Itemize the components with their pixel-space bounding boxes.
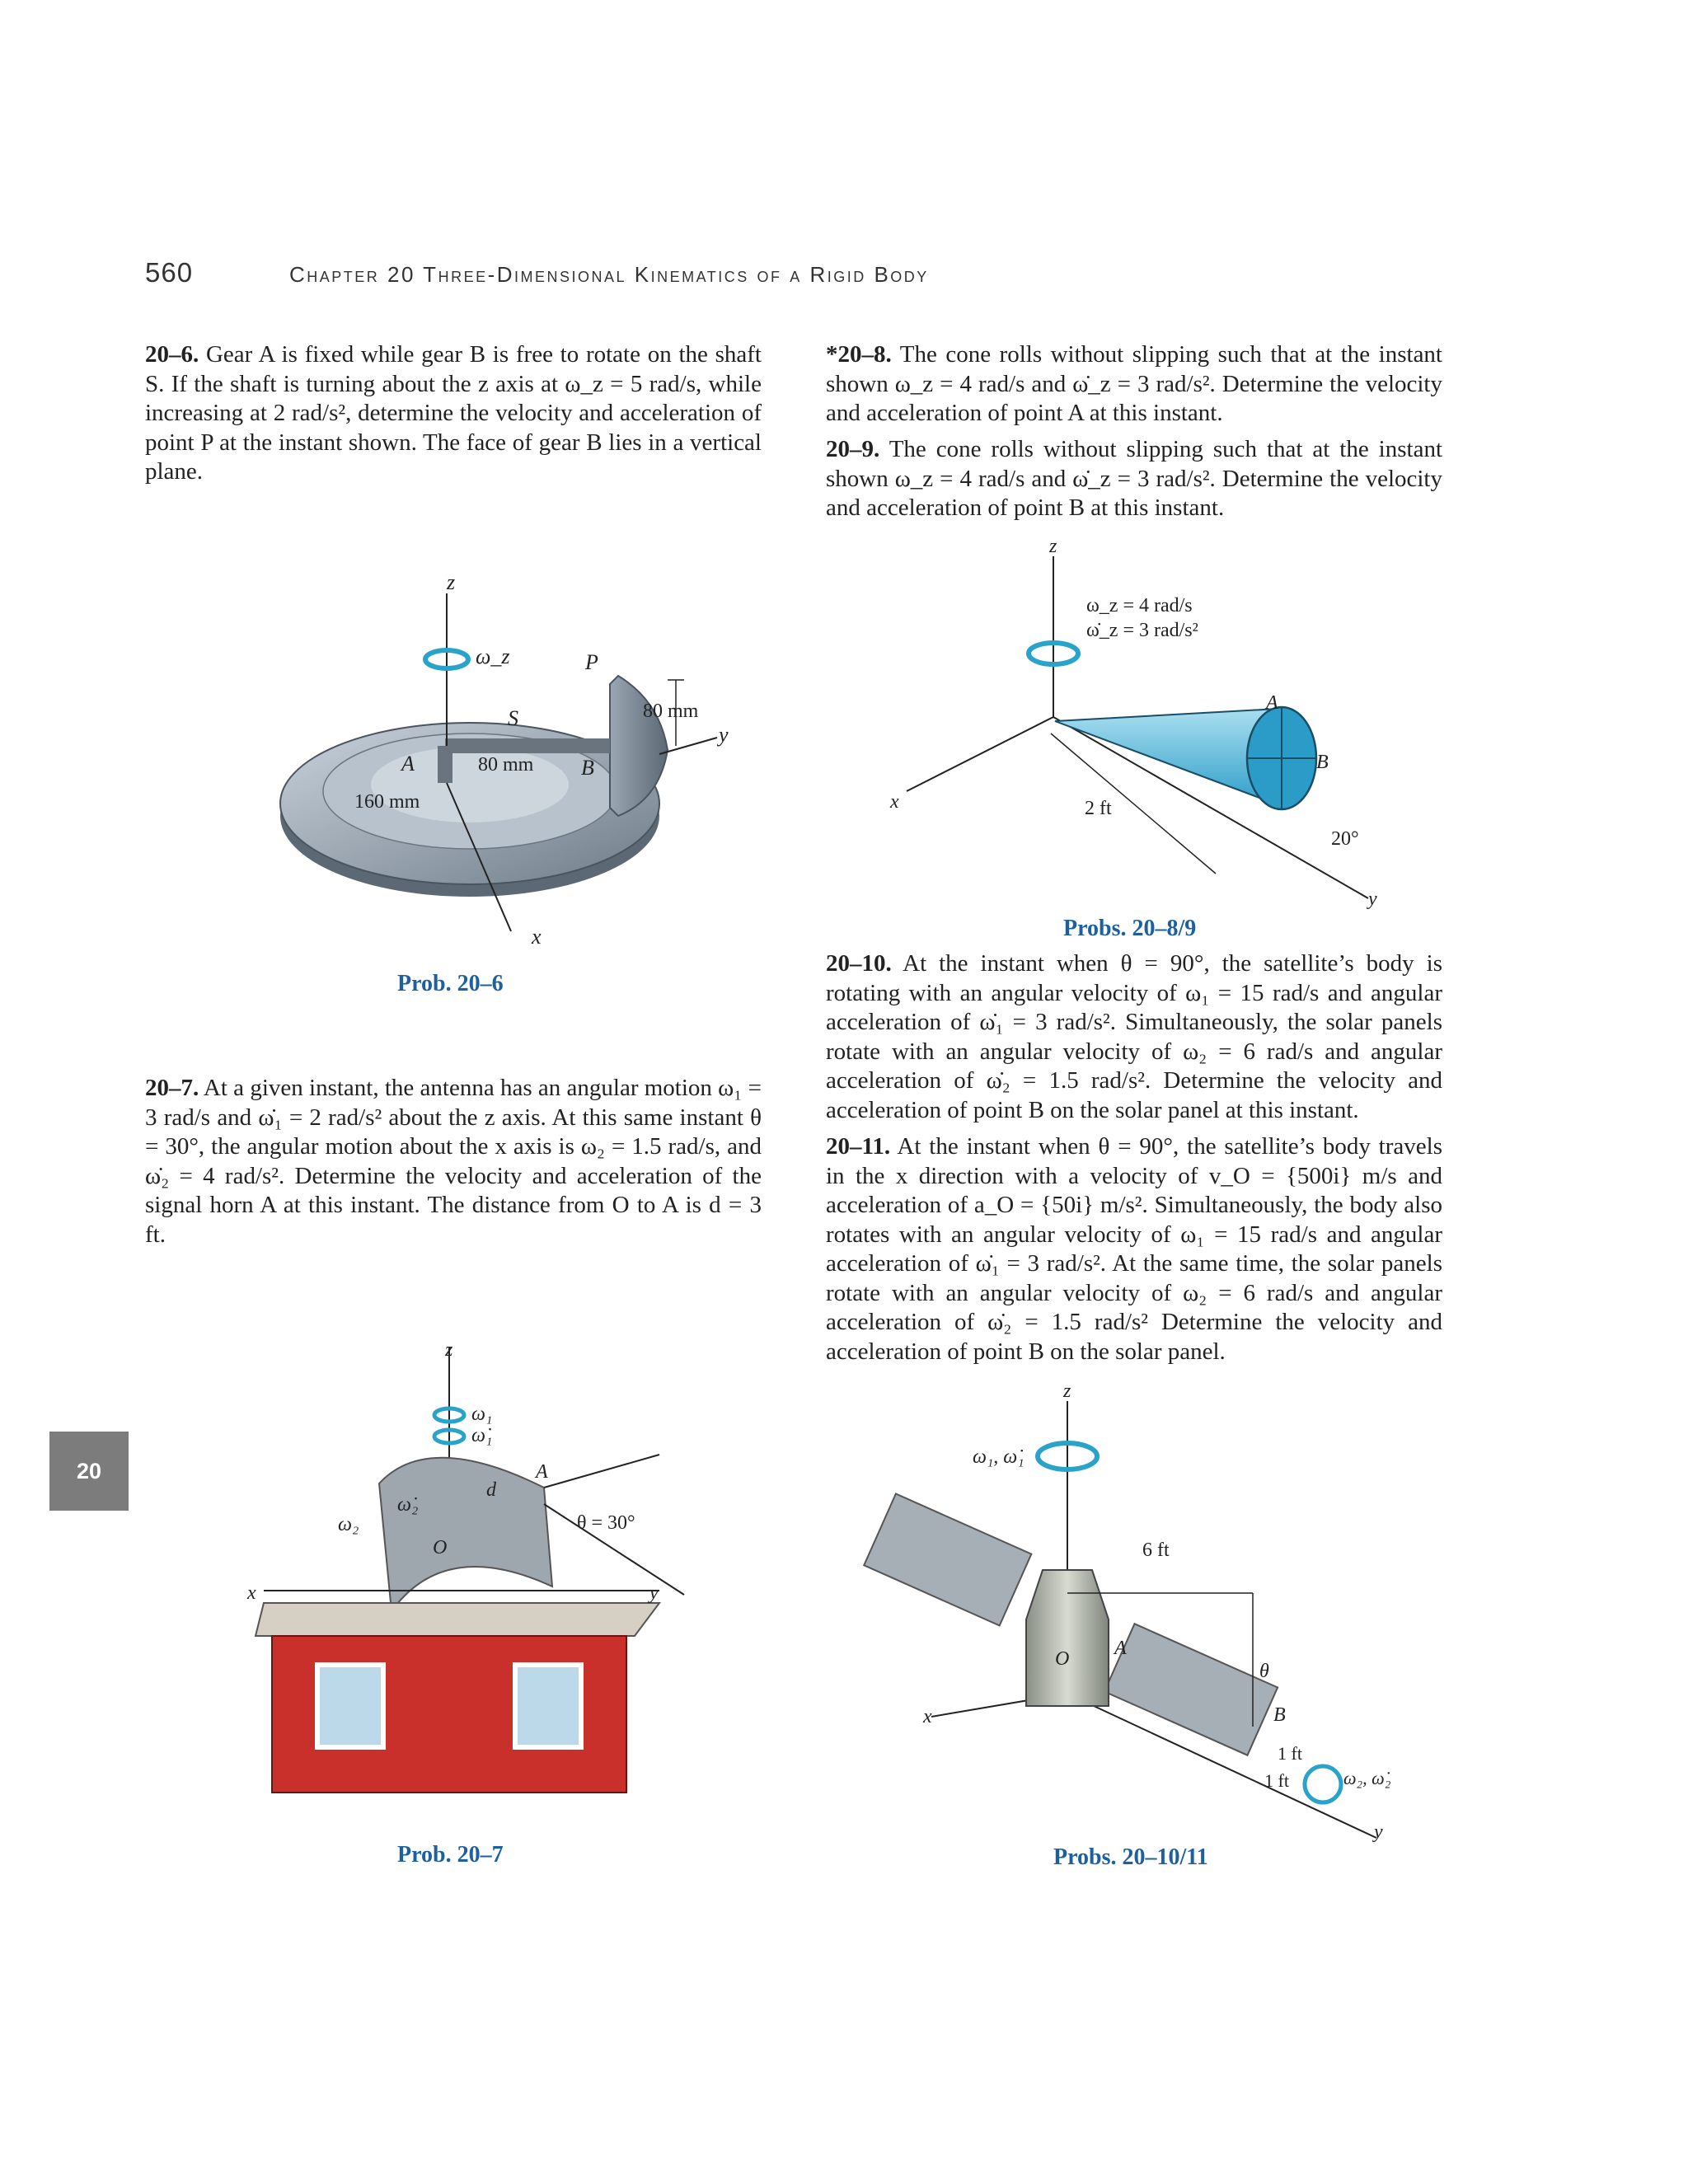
label-1ft-b: 1 ft <box>1264 1770 1289 1791</box>
dim-160: 160 mm <box>354 791 420 813</box>
solar-panel-left <box>864 1493 1031 1625</box>
window-left <box>317 1665 383 1747</box>
chapter-title: Chapter 20 Three-Dimensional Kinematics of a Rigid Body <box>289 262 929 287</box>
problem-number: 20–7. <box>145 1075 199 1101</box>
problem-20-11 <box>826 1132 1442 1366</box>
label-y: y <box>719 723 729 747</box>
label-theta: θ <box>1259 1661 1269 1682</box>
cone-figure <box>874 536 1401 915</box>
y-axis <box>659 738 717 754</box>
problem-text: The cone rolls without slipping such that at the instant shown ω_z = 4 rad/s and ω̇_z = 3 rad/s². Determine the velocity and acceleration of point A at this instant. <box>826 341 1442 426</box>
problem-number: 20–9. <box>826 436 880 462</box>
label-z: z <box>1063 1380 1071 1402</box>
problem-number: 20–6. <box>145 341 199 368</box>
dim-80-horizontal: 80 mm <box>478 754 534 776</box>
label-x: x <box>532 925 542 949</box>
roof <box>256 1603 659 1636</box>
problem-20-10 <box>826 949 1442 1125</box>
label-z: z <box>447 570 456 594</box>
problem-text: The cone rolls without slipping such that at the instant shown ω_z = 4 rad/s and ω̇_z = 3 rad/s². Determine the velocity and acceleration of point B at this instant. <box>826 436 1442 521</box>
label-omega-1: ω₁, ω̇₁ <box>973 1446 1025 1468</box>
problem-text: At the instant when θ = 90°, the satellite’s body is rotating with an angular velocity of ω₁ = 15 rad/s and angular acceleration of ω̇₁ = 3 rad/s². Simultaneously, the solar panels rotate with an angular velocity of ω₂ = 6 rad/s and angular acceleration of ω̇₂ = 1.5 rad/s². Determine the velocity and acceleration of point B on the solar panel at this instant. <box>826 950 1442 1123</box>
label-omega-dot-2: ω̇₂ <box>397 1494 419 1516</box>
problem-number: *20–8. <box>826 341 892 368</box>
label-2ft: 2 ft <box>1085 798 1112 819</box>
satellite-figure <box>857 1380 1401 1858</box>
problem-text: At the instant when θ = 90°, the satellite’s body travels in the x direction with a velocity of v_O = {500i} m/s and acceleration of a_O = {50i} m/s². Simultaneously, the body also rotates with an angular velocity of ω₁ = 15 rad/s and angular acceleration of ω̇₁ = 3 rad/s². At the same time, the solar panels rotate with an angular velocity of ω₂ = 6 rad/s and angular acceleration of ω̇₂ = 1.5 rad/s² Determine the velocity and acceleration of point B on the solar panel. <box>826 1133 1442 1365</box>
label-b: B <box>581 756 594 780</box>
caption-probs-20-10-11: Probs. 20–10/11 <box>1053 1844 1208 1870</box>
label-omega-2: ω₂, ω̇₂ <box>1343 1768 1391 1788</box>
caption-prob-20-6: Prob. 20–6 <box>397 971 504 996</box>
page-number: 560 <box>145 257 194 288</box>
panel-rotation-icon <box>1305 1766 1341 1802</box>
label-d: d <box>486 1479 496 1501</box>
dim-80-vertical: 80 mm <box>643 701 699 722</box>
label-20-degree: 20° <box>1331 828 1359 850</box>
label-omega-z: ω_z = 4 rad/s <box>1086 595 1193 616</box>
problem-text: At a given instant, the antenna has an angular motion ω₁ = 3 rad/s and ω̇₁ = 2 rad/s² about the z axis. At this same instant θ = 30°, the angular motion about the x axis is ω₂ = 1.5 rad/s, and ω̇₂ = 4 rad/s². Determine the velocity and acceleration of the signal horn A at this instant. The distance from O to A is d = 3 ft. <box>145 1075 762 1248</box>
label-6ft: 6 ft <box>1142 1540 1170 1561</box>
label-x: x <box>247 1582 256 1604</box>
label-o: O <box>433 1537 448 1558</box>
label-y: y <box>1374 1821 1383 1843</box>
problem-20-6 <box>145 340 762 487</box>
problem-number: 20–11. <box>826 1133 891 1160</box>
antenna-dish <box>379 1458 552 1611</box>
label-omega: ω_z <box>476 644 510 668</box>
label-omega-1: ω₁ <box>471 1404 493 1425</box>
problem-text: Gear A is fixed while gear B is free to rotate on the shaft S. If the shaft is turning about the z axis at ω_z = 5 rad/s, while increasing at 2 rad/s², determine the velocity and acceleration of point P at the instant shown. The face of gear B lies in a vertical plane. <box>145 341 762 485</box>
satellite-body <box>1026 1570 1109 1706</box>
label-omega-2: ω₂ <box>338 1514 359 1535</box>
label-y: y <box>649 1582 659 1604</box>
label-x: x <box>923 1706 932 1727</box>
label-z: z <box>445 1339 453 1361</box>
label-omega-dot-z: ω̇_z = 3 rad/s² <box>1086 620 1198 641</box>
label-omega-dot-1: ω̇₁ <box>471 1425 493 1446</box>
label-theta: θ = 30° <box>577 1512 635 1534</box>
label-o: O <box>1055 1648 1070 1670</box>
label-y: y <box>1368 888 1377 910</box>
label-z: z <box>1049 536 1057 557</box>
x-axis <box>907 717 1053 791</box>
chapter-side-tab: 20 <box>49 1432 129 1511</box>
label-a: A <box>1266 692 1278 714</box>
label-a: A <box>1114 1638 1127 1659</box>
problem-20-9 <box>826 435 1442 523</box>
caption-prob-20-7: Prob. 20–7 <box>397 1842 504 1868</box>
caption-probs-20-8-9: Probs. 20–8/9 <box>1063 916 1197 941</box>
window-right <box>515 1665 581 1747</box>
gear-figure <box>272 569 767 948</box>
label-p: P <box>585 650 598 674</box>
label-b: B <box>1316 752 1329 773</box>
label-a: A <box>401 752 415 776</box>
antenna-figure <box>247 1339 676 1801</box>
solar-panel-right <box>1104 1624 1278 1755</box>
problem-number: 20–10. <box>826 950 892 977</box>
label-b: B <box>1273 1704 1286 1726</box>
problem-20-8 <box>826 340 1442 429</box>
label-s: S <box>508 706 518 730</box>
label-1ft-a: 1 ft <box>1278 1743 1302 1764</box>
problem-20-7 <box>145 1074 762 1249</box>
label-x: x <box>890 791 899 813</box>
label-a: A <box>536 1461 548 1483</box>
